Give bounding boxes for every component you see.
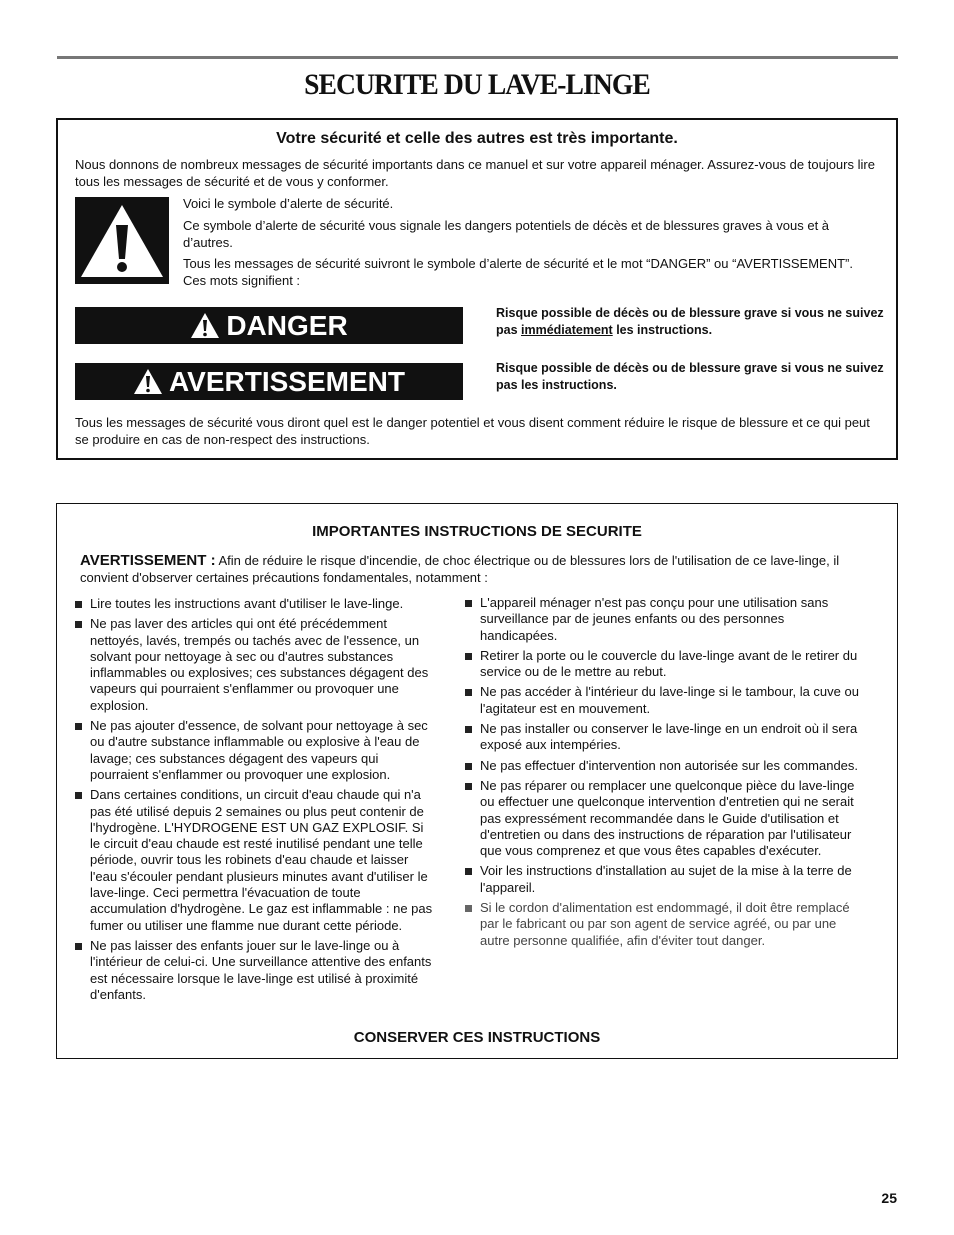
list-item — [465, 758, 865, 774]
list-item-text: Si le cordon d'alimentation est endommagé, il doit être remplacé par le fabricant ou par son agent de service agréé, ou par une autre personne qualifiée, afin d'éviter tout danger. — [480, 900, 850, 948]
instructions-heading: IMPORTANTES INSTRUCTIONS DE SECURITE — [312, 523, 642, 540]
bullet-icon — [465, 726, 472, 733]
list-item — [75, 718, 435, 783]
list-item — [75, 938, 435, 1003]
bullet-icon — [75, 723, 82, 730]
instructions-footer: CONSERVER CES INSTRUCTIONS — [353, 1029, 601, 1046]
left-instructions-list — [75, 596, 435, 1007]
list-item-text: Ne pas réparer ou remplacer une quelconque pièce du lave-linge ou effectuer une quelconque intervention d'entretien qui ne serait pas expressément recommandée dans le Guide d'utilisation et d'entretien ou dans des instructions de réparation par l'utilisateur que vous comprenez et que vous êtes capables d'exécuter. — [480, 777, 855, 859]
top-rule — [57, 56, 898, 59]
warning-lead: AVERTISSEMENT : — [80, 552, 216, 569]
danger-alert-icon — [190, 312, 220, 339]
bullet-icon — [75, 601, 82, 608]
bullet-icon — [465, 763, 472, 770]
safety-heading: Votre sécurité et celle des autres est très importante. — [276, 130, 678, 147]
instructions-intro — [80, 552, 870, 586]
warning-banner — [75, 363, 463, 400]
bullet-icon — [465, 905, 472, 912]
page-title: SECURITE DU LAVE-LINGE — [304, 68, 650, 101]
list-item — [465, 900, 865, 949]
bullet-icon — [75, 621, 82, 628]
instructions-box — [56, 503, 898, 1059]
safety-intro: Nous donnons de nombreux messages de sécurité importants dans ce manuel et sur votre appareil ménager. Assurez-vous de toujours lire tous les messages de sécurité et de vous y conformer. — [75, 157, 875, 189]
list-item-text: Retirer la porte ou le couvercle du lave-linge avant de le retirer du service ou de le mettre au rebut. — [480, 647, 858, 680]
list-item-text: Ne pas installer ou conserver le lave-linge en un endroit où il sera exposé aux intempéries. — [480, 721, 858, 753]
list-item-text: Ne pas effectuer d'intervention non autorisée sur les commandes. — [480, 757, 859, 773]
list-item — [75, 787, 435, 934]
warning-description: Risque possible de décès ou de blessure grave si vous ne suivez pas les instructions. — [496, 361, 884, 392]
symbol-line: Voici le symbole d’alerte de sécurité. — [183, 196, 394, 211]
safety-closing: Tous les messages de sécurité vous diront quel est le danger potentiel et vous disent comment réduire le risque de blessure et ce qui peut se produire en cas de non-respect des instructions. — [75, 415, 870, 447]
messages-description: Tous les messages de sécurité suivront le symbole d’alerte de sécurité et le mot “DANGER” ou “AVERTISSEMENT”. Ces mots signifient : — [183, 256, 853, 288]
warning-label: AVERTISSEMENT — [169, 365, 405, 397]
danger-desc-text: Risque possible de décès ou de blessure grave si vous ne suivez pas — [496, 306, 884, 337]
list-item — [465, 778, 865, 859]
list-item — [465, 721, 865, 754]
danger-description — [496, 305, 891, 339]
list-item — [465, 648, 865, 681]
bullet-icon — [75, 792, 82, 799]
safety-alert-icon — [75, 197, 169, 284]
list-item-text: Ne pas accéder à l'intérieur du lave-linge si le tambour, la cuve ou l'agitateur est en mouvement. — [480, 684, 859, 716]
bullet-icon — [75, 943, 82, 950]
bullet-icon — [465, 653, 472, 660]
list-item — [465, 595, 865, 644]
symbol-description: Ce symbole d’alerte de sécurité vous signale les dangers potentiels de décès et de blessures graves à vous et à d’autres. — [183, 218, 830, 250]
danger-desc-text-end: les instructions. — [612, 323, 713, 337]
bullet-icon — [465, 868, 472, 875]
list-item-text: Lire toutes les instructions avant d'utiliser le lave-linge. — [90, 596, 404, 611]
list-item-text: Dans certaines conditions, un circuit d'eau chaude qui n'a pas été utilisé depuis 2 semaines ou plus peut contenir de l'hydrogène. L'HYDROGENE EST UN GAZ EXPLOSIF. Si le circuit d'eau chaude est resté inutilisé pendant une telle période, ouvrir tous les robinets d'eau chaude et laisser l'eau s'écouler pendant plusieurs minutes avant d'utiliser le lave-linge. Ceci permettra l'évacuation de toute accumulation d'hydrogène. Le gaz est inflammable : ne pas fumer ou utiliser une flamme nue durant cette période. — [90, 787, 433, 933]
safety-message-box — [56, 118, 898, 460]
danger-banner — [75, 307, 463, 344]
page-number: 25 — [881, 1190, 897, 1206]
list-item-text: Voir les instructions d'installation au sujet de la mise à la terre de l'appareil. — [480, 863, 852, 895]
list-item-text: L'appareil ménager n'est pas conçu pour une utilisation sans surveillance par de jeunes enfants ou des personnes handicapées. — [480, 595, 829, 643]
bullet-icon — [465, 600, 472, 607]
list-item-text: Ne pas laisser des enfants jouer sur le lave-linge ou à l'intérieur de celui-ci. Une surveillance attentive des enfants est nécessaire lorsque le lave-linge est utilisé à proximité d'enfants. — [90, 937, 432, 1002]
list-item — [465, 684, 865, 717]
list-item-text: Ne pas ajouter d'essence, de solvant pour nettoyage à sec ou d'autre substance inflammable ou explosive à l'eau de lavage; ces substances dégagent des vapeurs qui pourraient s'enflammer ou provoquer une explosion. — [90, 718, 428, 782]
bullet-icon — [465, 783, 472, 790]
list-item — [465, 863, 865, 896]
danger-desc-emphasis: immédiatement — [521, 323, 613, 337]
intro-text: Afin de réduire le risque d'incendie, de choc électrique ou de blessures lors de l'utilisation de ce lave-linge, il convient d'observer certaines précautions fondamentales, notamment : — [80, 553, 840, 585]
list-item — [75, 616, 435, 714]
danger-label: DANGER — [226, 309, 348, 341]
bullet-icon — [465, 689, 472, 696]
list-item — [75, 596, 435, 612]
warning-alert-icon — [133, 368, 163, 395]
list-item-text: Ne pas laver des articles qui ont été précédemment nettoyés, lavés, trempés ou tachés avec de l'essence, un solvant pour nettoyage à sec ou d'autres substances inflammables ou explosives; ces substances dégagent des vapeurs qui pourraient s'enflammer ou provoquer une explosion. — [90, 616, 429, 713]
right-instructions-list — [465, 595, 865, 953]
